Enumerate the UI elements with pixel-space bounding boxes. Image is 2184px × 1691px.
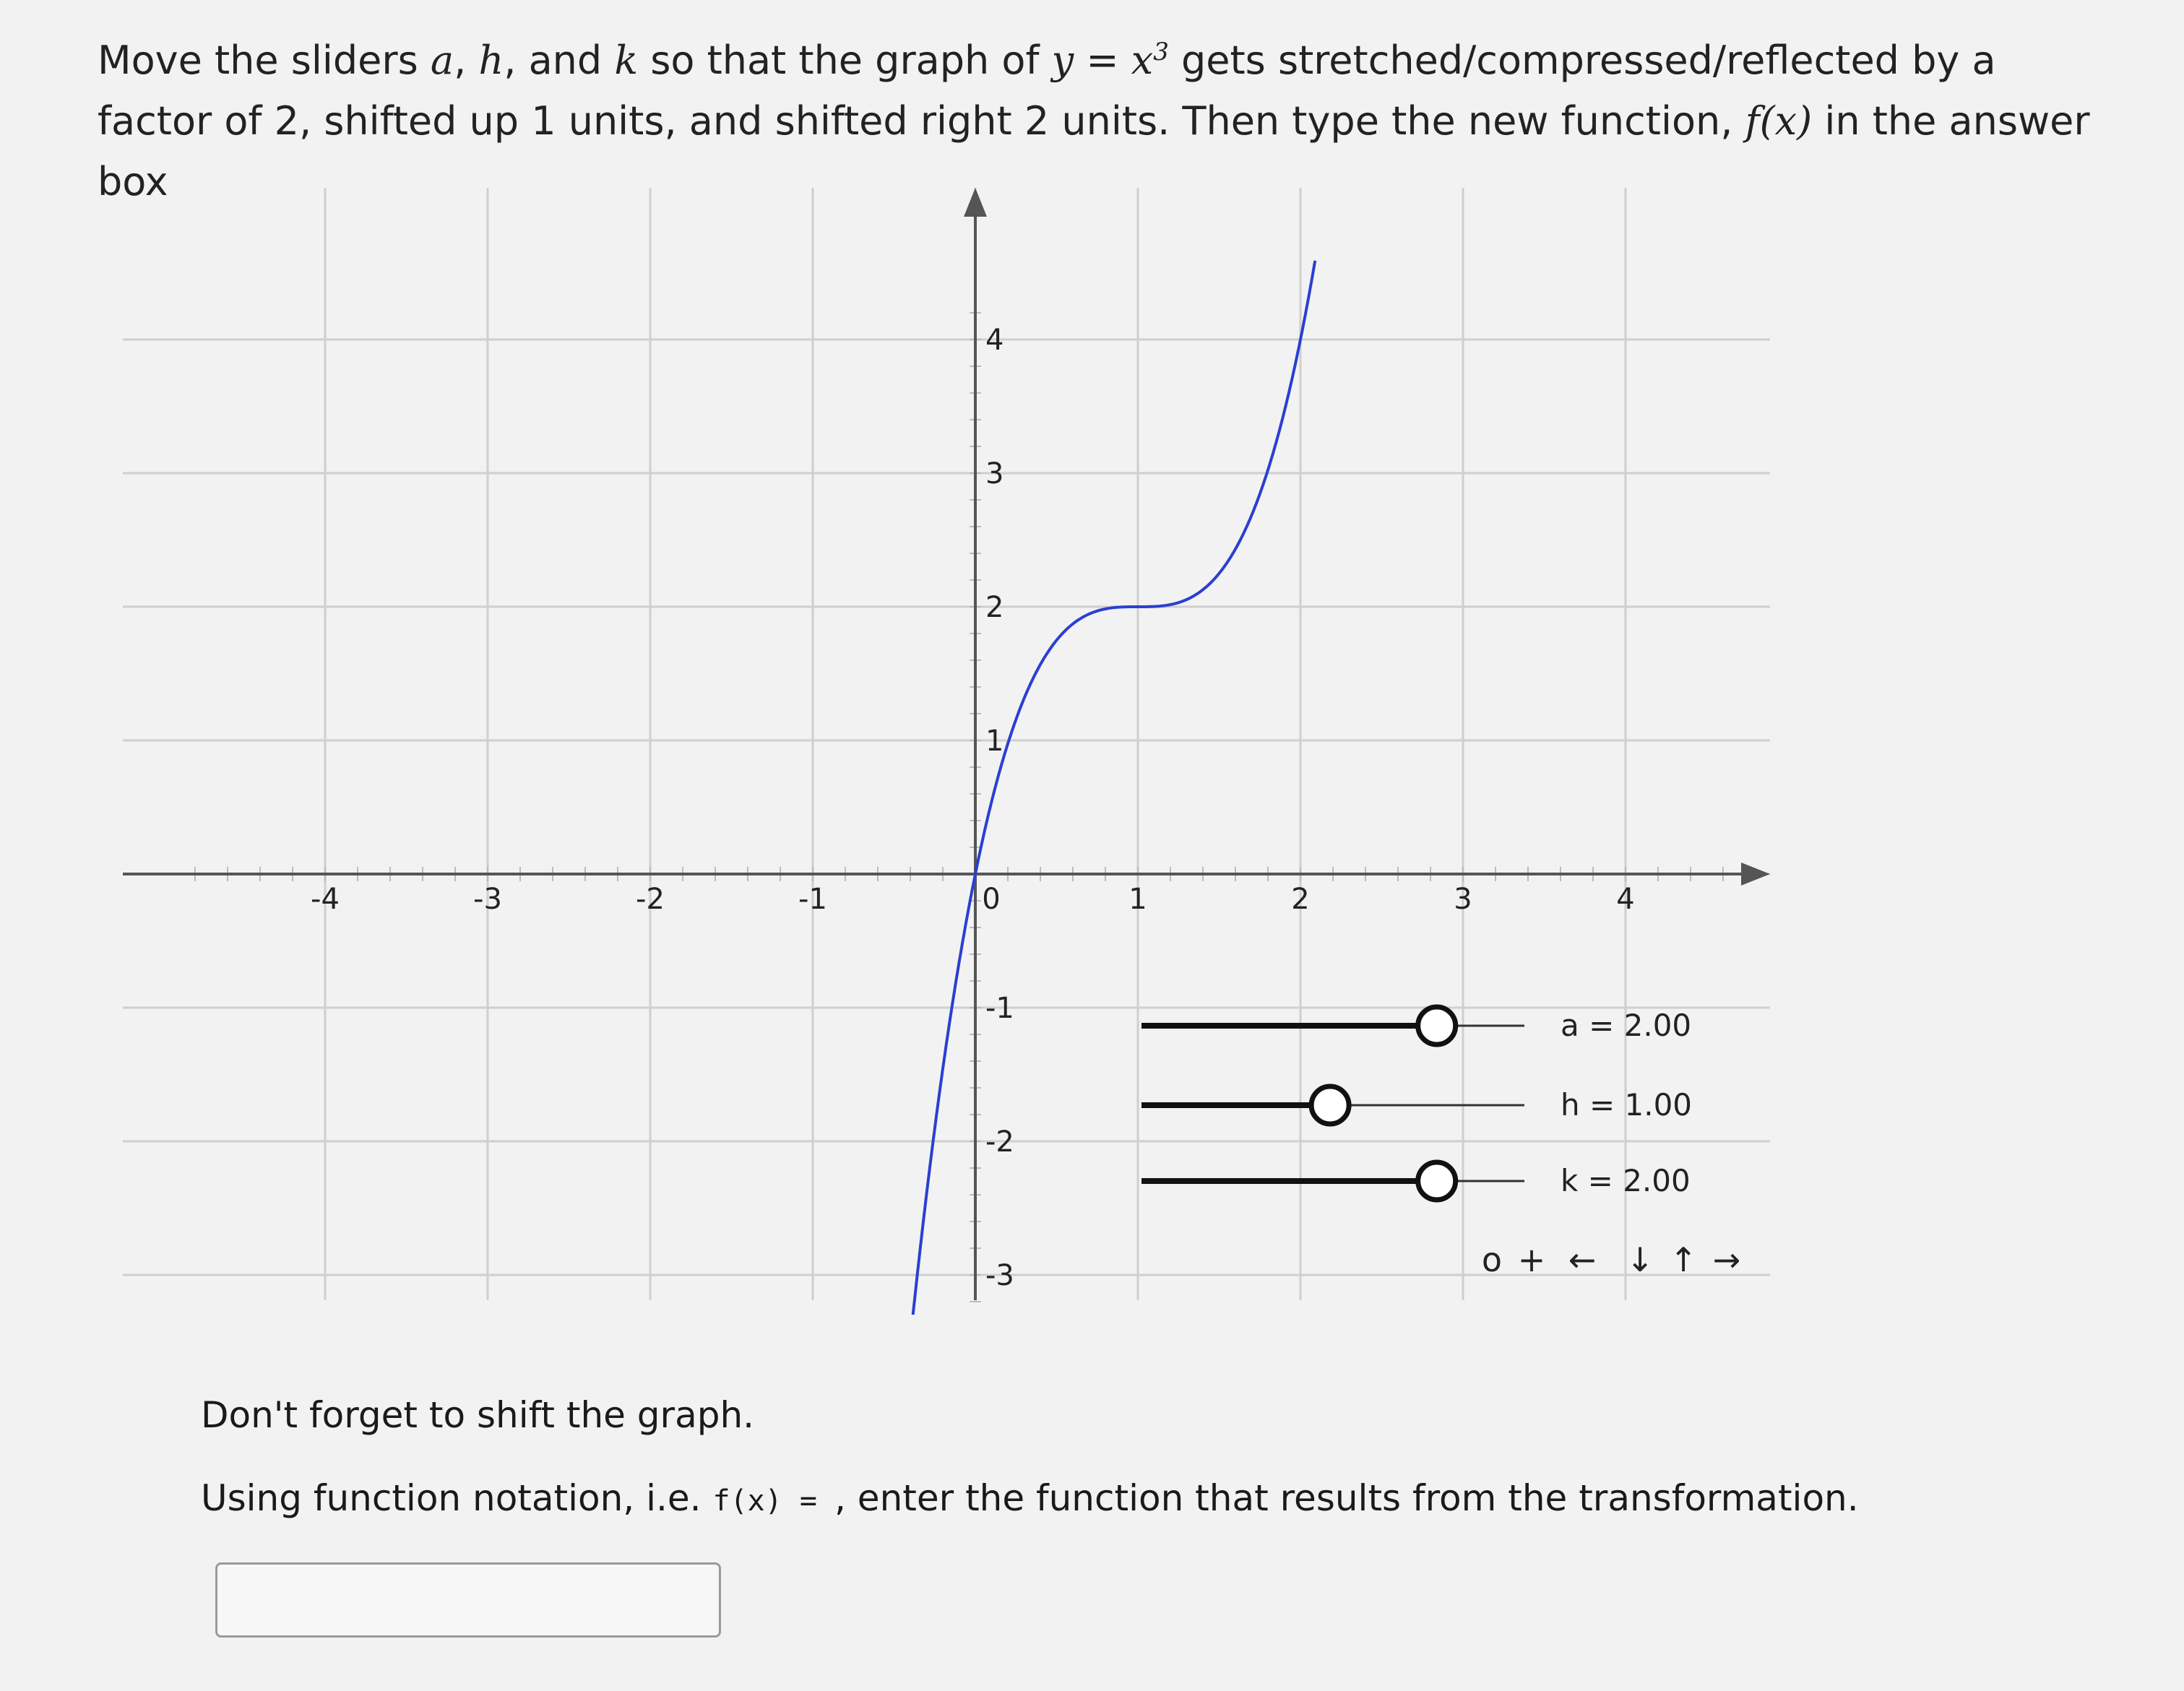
y-tick-label: 1 bbox=[985, 725, 1004, 758]
y-tick-label: 2 bbox=[985, 591, 1004, 624]
equation-base: x bbox=[1131, 38, 1154, 83]
instruction-post: , enter the function that results from the transformation. bbox=[834, 1477, 1859, 1519]
prompt-sep-2: , and bbox=[504, 38, 615, 83]
y-tick-label: -2 bbox=[985, 1125, 1014, 1159]
function-curve bbox=[912, 261, 1315, 1315]
prompt-text-2: so that the graph of bbox=[638, 38, 1052, 83]
y-tick-label: -3 bbox=[985, 1259, 1014, 1292]
toolbar-button[interactable]: ↓ bbox=[1626, 1240, 1654, 1279]
var-k: k bbox=[614, 38, 639, 83]
x-tick-label: -3 bbox=[473, 883, 502, 916]
slider-handle[interactable] bbox=[1418, 1007, 1456, 1045]
slider-value-label: h = 1.00 bbox=[1561, 1087, 1693, 1123]
prompt-text-1: Move the sliders bbox=[98, 38, 431, 83]
toolbar-button[interactable]: o bbox=[1481, 1240, 1503, 1279]
toolbar-button[interactable]: ← bbox=[1568, 1240, 1597, 1279]
shift-reminder: Don't forget to shift the graph. bbox=[201, 1394, 755, 1436]
graph-panel[interactable] bbox=[108, 173, 1828, 1315]
prompt-text-3: gets stretched/compressed/reflected by a factor of 2, shifted up 1 units, and shifted right 2 units. Then type the new function, bbox=[98, 38, 1996, 144]
x-tick-label: -4 bbox=[311, 883, 340, 916]
y-tick-label: 3 bbox=[985, 457, 1004, 490]
x-tick-label: -1 bbox=[798, 883, 827, 916]
prompt-sep-1: , bbox=[454, 38, 479, 83]
toolbar-button[interactable]: + bbox=[1517, 1240, 1546, 1279]
equation-lhs: y bbox=[1051, 38, 1074, 83]
equation-equals: = bbox=[1074, 38, 1131, 83]
slider-value-label: a = 2.00 bbox=[1561, 1008, 1692, 1043]
x-axis-arrow bbox=[1741, 862, 1770, 886]
toolbar-button[interactable]: → bbox=[1712, 1240, 1741, 1279]
x-tick-label: 3 bbox=[1454, 883, 1472, 916]
prompt-text-4: in the answer box bbox=[98, 98, 2090, 204]
grid bbox=[123, 188, 1770, 1300]
answer-input[interactable] bbox=[215, 1562, 721, 1638]
instruction-text bbox=[201, 1477, 1859, 1519]
y-tick-label: 4 bbox=[985, 324, 1004, 357]
slider-handle[interactable] bbox=[1418, 1162, 1456, 1200]
var-a: a bbox=[430, 38, 454, 83]
toolbar-button[interactable]: ↑ bbox=[1669, 1240, 1698, 1279]
x-tick-label: 4 bbox=[1616, 883, 1635, 916]
slider-value-label: k = 2.00 bbox=[1561, 1163, 1691, 1198]
graph-toolbar[interactable] bbox=[1482, 1240, 1740, 1279]
equation-exponent: 3 bbox=[1153, 38, 1169, 66]
tick-labels bbox=[311, 324, 1635, 1292]
slider-group[interactable] bbox=[1141, 1007, 1692, 1200]
y-axis-arrow bbox=[964, 188, 987, 217]
slider-handle[interactable] bbox=[1311, 1086, 1349, 1124]
function-notation: f(x) bbox=[1745, 98, 1813, 144]
var-h: h bbox=[478, 38, 504, 83]
x-tick-label: 2 bbox=[1291, 883, 1310, 916]
instruction-pre: Using function notation, i.e. bbox=[201, 1477, 713, 1519]
axis-ticks bbox=[195, 313, 1723, 1315]
x-tick-label: -2 bbox=[636, 883, 665, 916]
x-tick-label: 0 bbox=[982, 883, 1001, 916]
x-tick-label: 1 bbox=[1128, 883, 1147, 916]
y-tick-label: -1 bbox=[985, 992, 1014, 1025]
instruction-code: f(x) = bbox=[712, 1484, 835, 1518]
